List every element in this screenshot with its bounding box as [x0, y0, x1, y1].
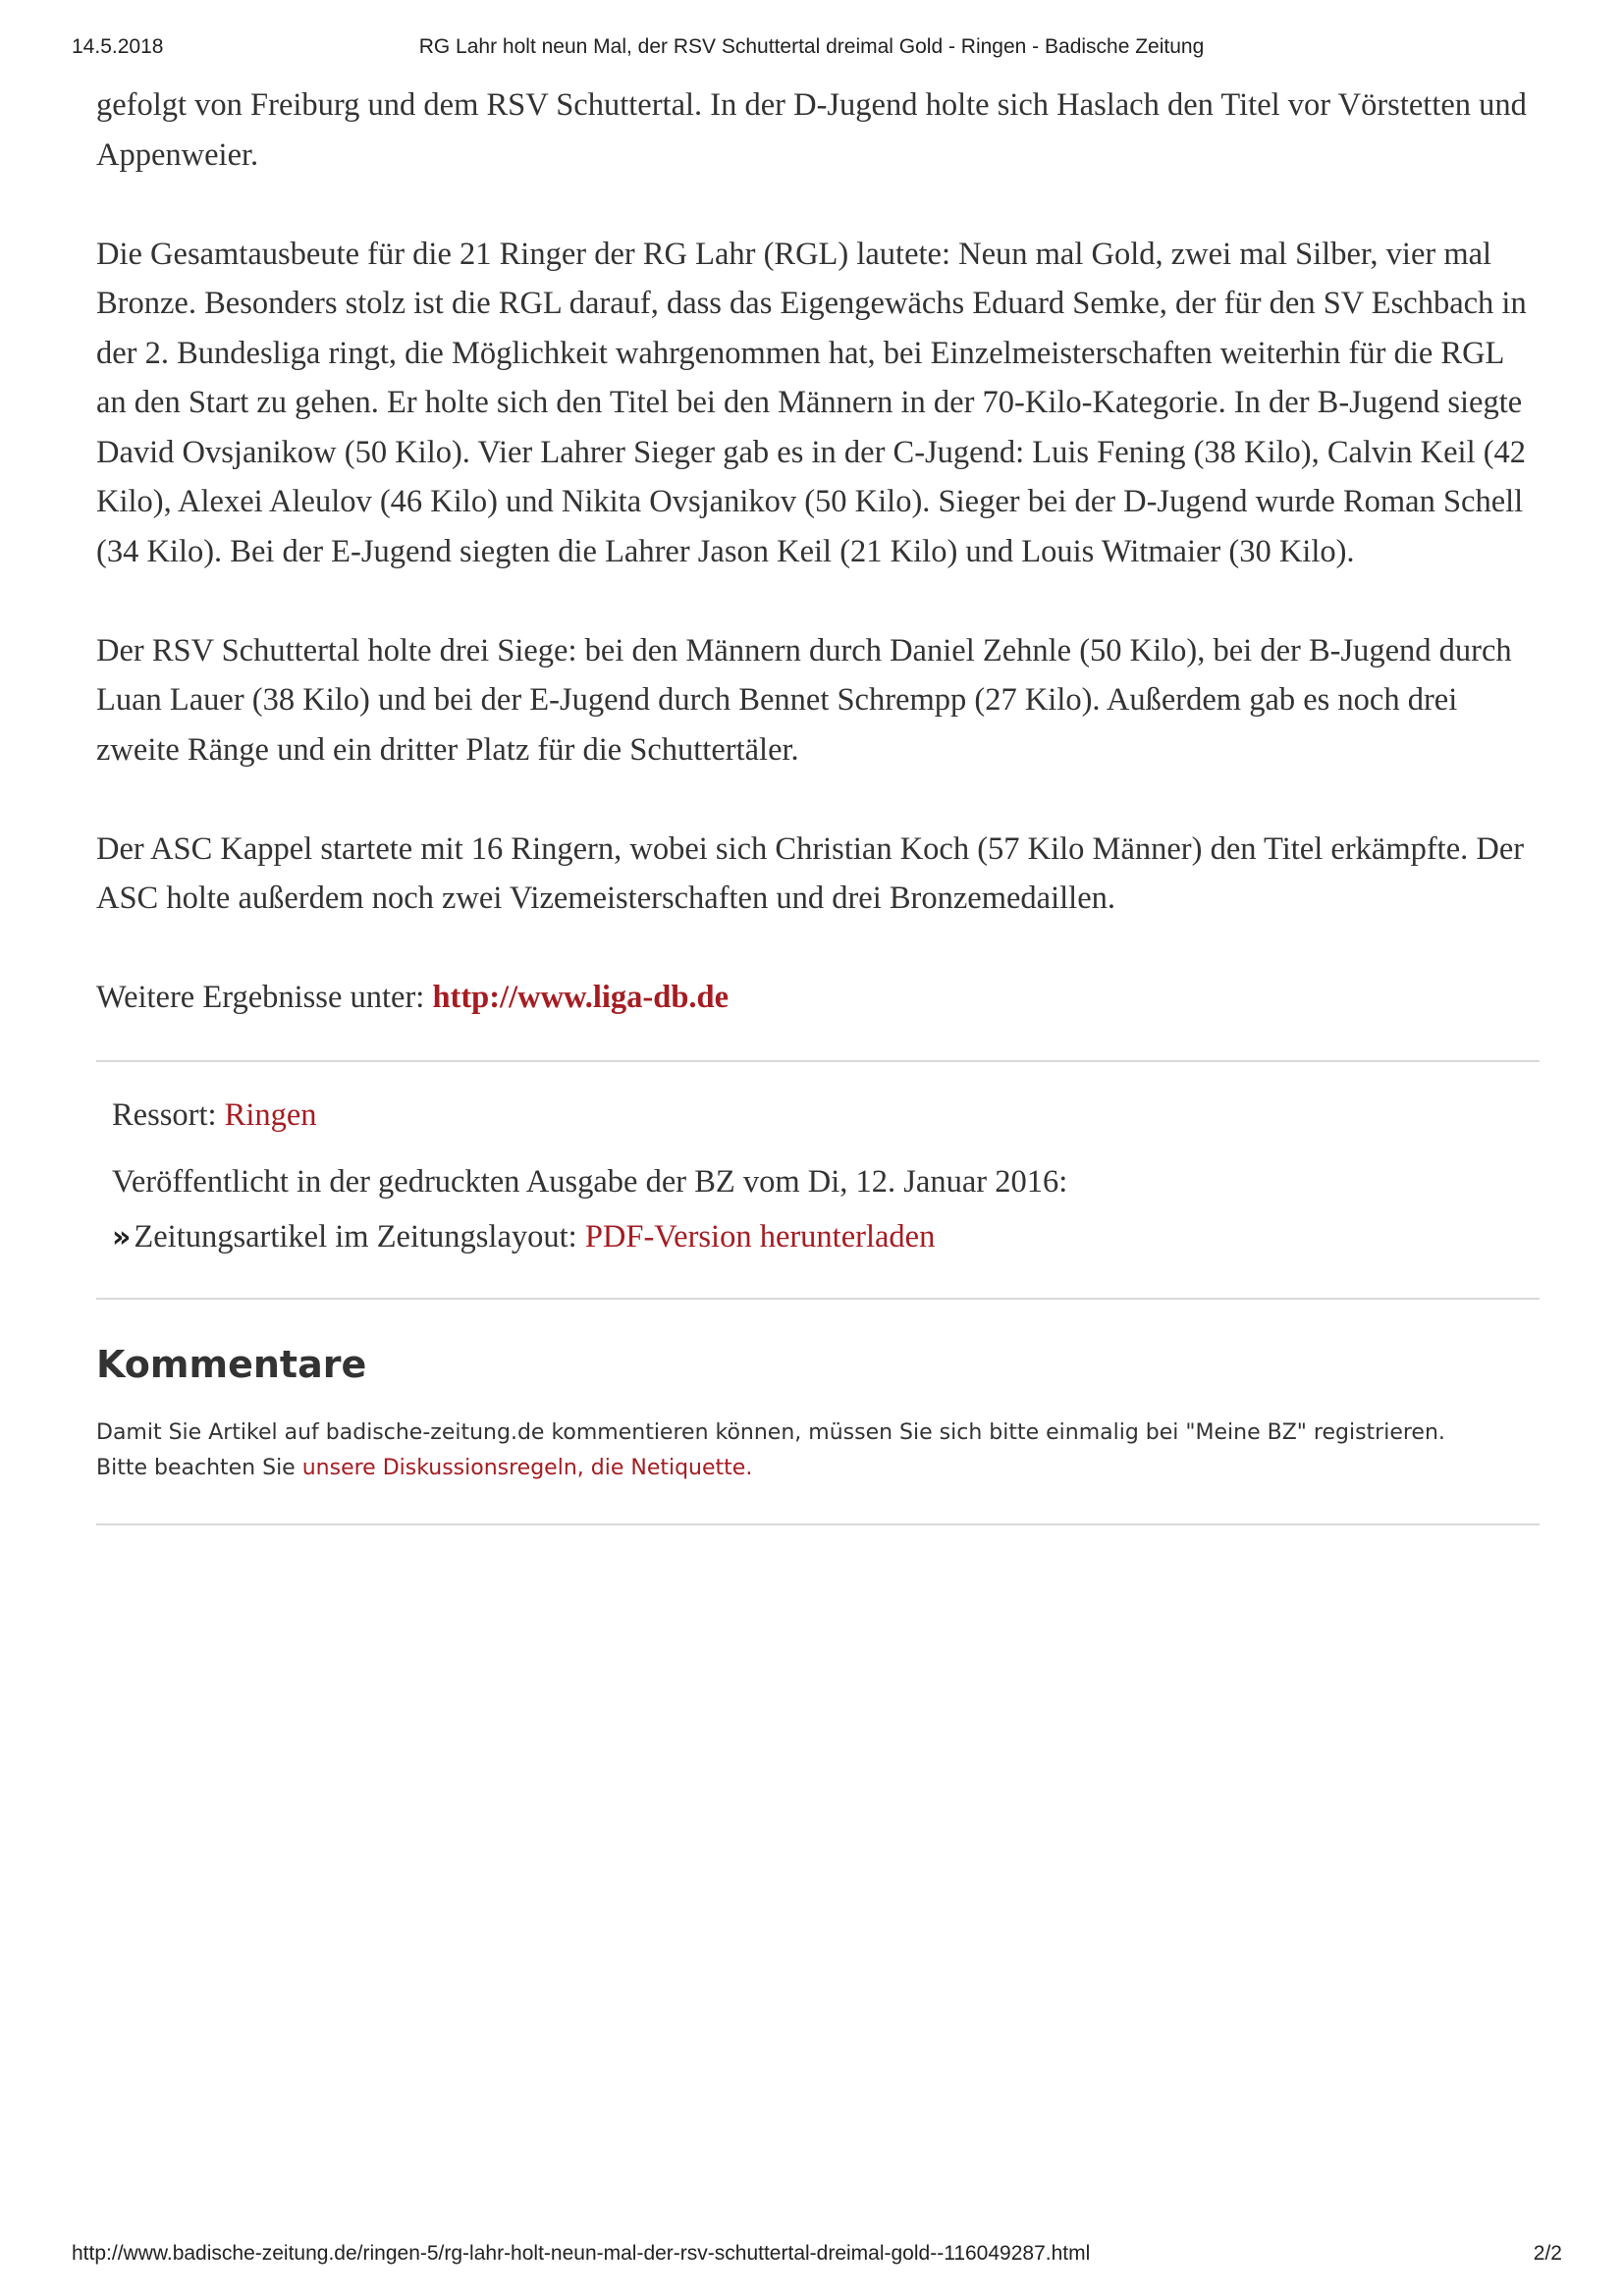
comments-section [96, 1300, 1540, 1486]
article-paragraph: Die Gesamtausbeute für die 21 Ringer der RG Lahr (RGL) lautete: Neun mal Gold, zwei mal Silber, vier mal Bronze. Besonders stolz ist die RGL darauf, dass das Eigengewächs Eduard Semke, der für den SV Eschbach in der 2. Bundesliga ringt, die Möglichkeit wahrgenommen hat, bei Einzelmeisterschaften weiterhin für die RGL an den Start zu gehen. Er holte sich den Titel bei den Männern in der 70-Kilo-Kategorie. In der B-Jugend siegte David Ovsjanikow (50 Kilo). Vier Lahrer Sieger gab es in der C-Jugend: Luis Fening (38 Kilo), Calvin Keil (42 Kilo), Alexei Aleulov (46 Kilo) und Nikita Ovsjanikov (50 Kilo). Sieger bei der D-Jugend wurde Roman Schell (34 Kilo). Bei der E-Jugend siegten die Lahrer Jason Keil (21 Kilo) und Louis Witmaier (30 Kilo). [96, 236, 1527, 569]
pdf-row [112, 1211, 1524, 1280]
published-row: Veröffentlicht in der gedruckten Ausgabe der BZ vom Di, 12. Januar 2016: [112, 1163, 1068, 1200]
article-body [96, 80, 1540, 1023]
divider [96, 1523, 1540, 1525]
ressort-link[interactable]: Ringen [224, 1096, 317, 1133]
double-chevron-icon: » [112, 1219, 129, 1255]
print-date: 14.5.2018 [72, 35, 164, 58]
pdf-label: Zeitungsartikel im Zeitungslayout: [134, 1218, 585, 1255]
comments-rules-line [96, 1451, 1540, 1486]
article-paragraph: gefolgt von Freiburg und dem RSV Schuttertal. In der D-Jugend holte sich Haslach den Titel vor Vörstetten und Appenweier. [96, 87, 1527, 173]
print-url: http://www.badische-zeitung.de/ringen-5/rg-lahr-holt-neun-mal-der-rsv-schuttertal-dreimal-gold--116049287.html [72, 2242, 1091, 2265]
results-line [96, 973, 1540, 1023]
comments-rules-prefix: Bitte beachten Sie [96, 1455, 302, 1480]
netiquette-link[interactable]: unsere Diskussionsregeln, die Netiquette. [301, 1455, 753, 1480]
pdf-download-link[interactable]: PDF-Version herunterladen [584, 1218, 936, 1255]
print-page-title: RG Lahr holt neun Mal, der RSV Schuttertal dreimal Gold - Ringen - Badische Zeitung [418, 35, 1205, 58]
article-paragraph: Der RSV Schuttertal holte drei Siege: bei den Männern durch Daniel Zehnle (50 Kilo), bei der B-Jugend durch Luan Lauer (38 Kilo) und bei der E-Jugend durch Bennet Schrempp (27 Kilo). Außerdem gab es noch drei zweite Ränge und ein dritter Platz für die Schuttertäler. [96, 632, 1512, 768]
page-content [96, 80, 1540, 1525]
ressort-row [112, 1090, 1524, 1156]
comments-heading: Kommentare [96, 1342, 367, 1386]
article-meta [96, 1062, 1540, 1280]
ressort-label: Ressort: [112, 1096, 225, 1133]
comments-info-line: Damit Sie Artikel auf badische-zeitung.de kommentieren können, müssen Sie sich bitte einmalig bei "Meine BZ" registrieren. [96, 1419, 1445, 1445]
results-link[interactable]: http://www.liga-db.de [432, 980, 730, 1015]
results-label: Weitere Ergebnisse unter: [96, 980, 433, 1015]
article-paragraph: Der ASC Kappel startete mit 16 Ringern, wobei sich Christian Koch (57 Kilo Männer) den Titel erkämpfte. Der ASC holte außerdem noch zwei Vizemeisterschaften und drei Bronzemedaillen. [96, 830, 1525, 916]
page-number: 2/2 [1533, 2242, 1562, 2265]
